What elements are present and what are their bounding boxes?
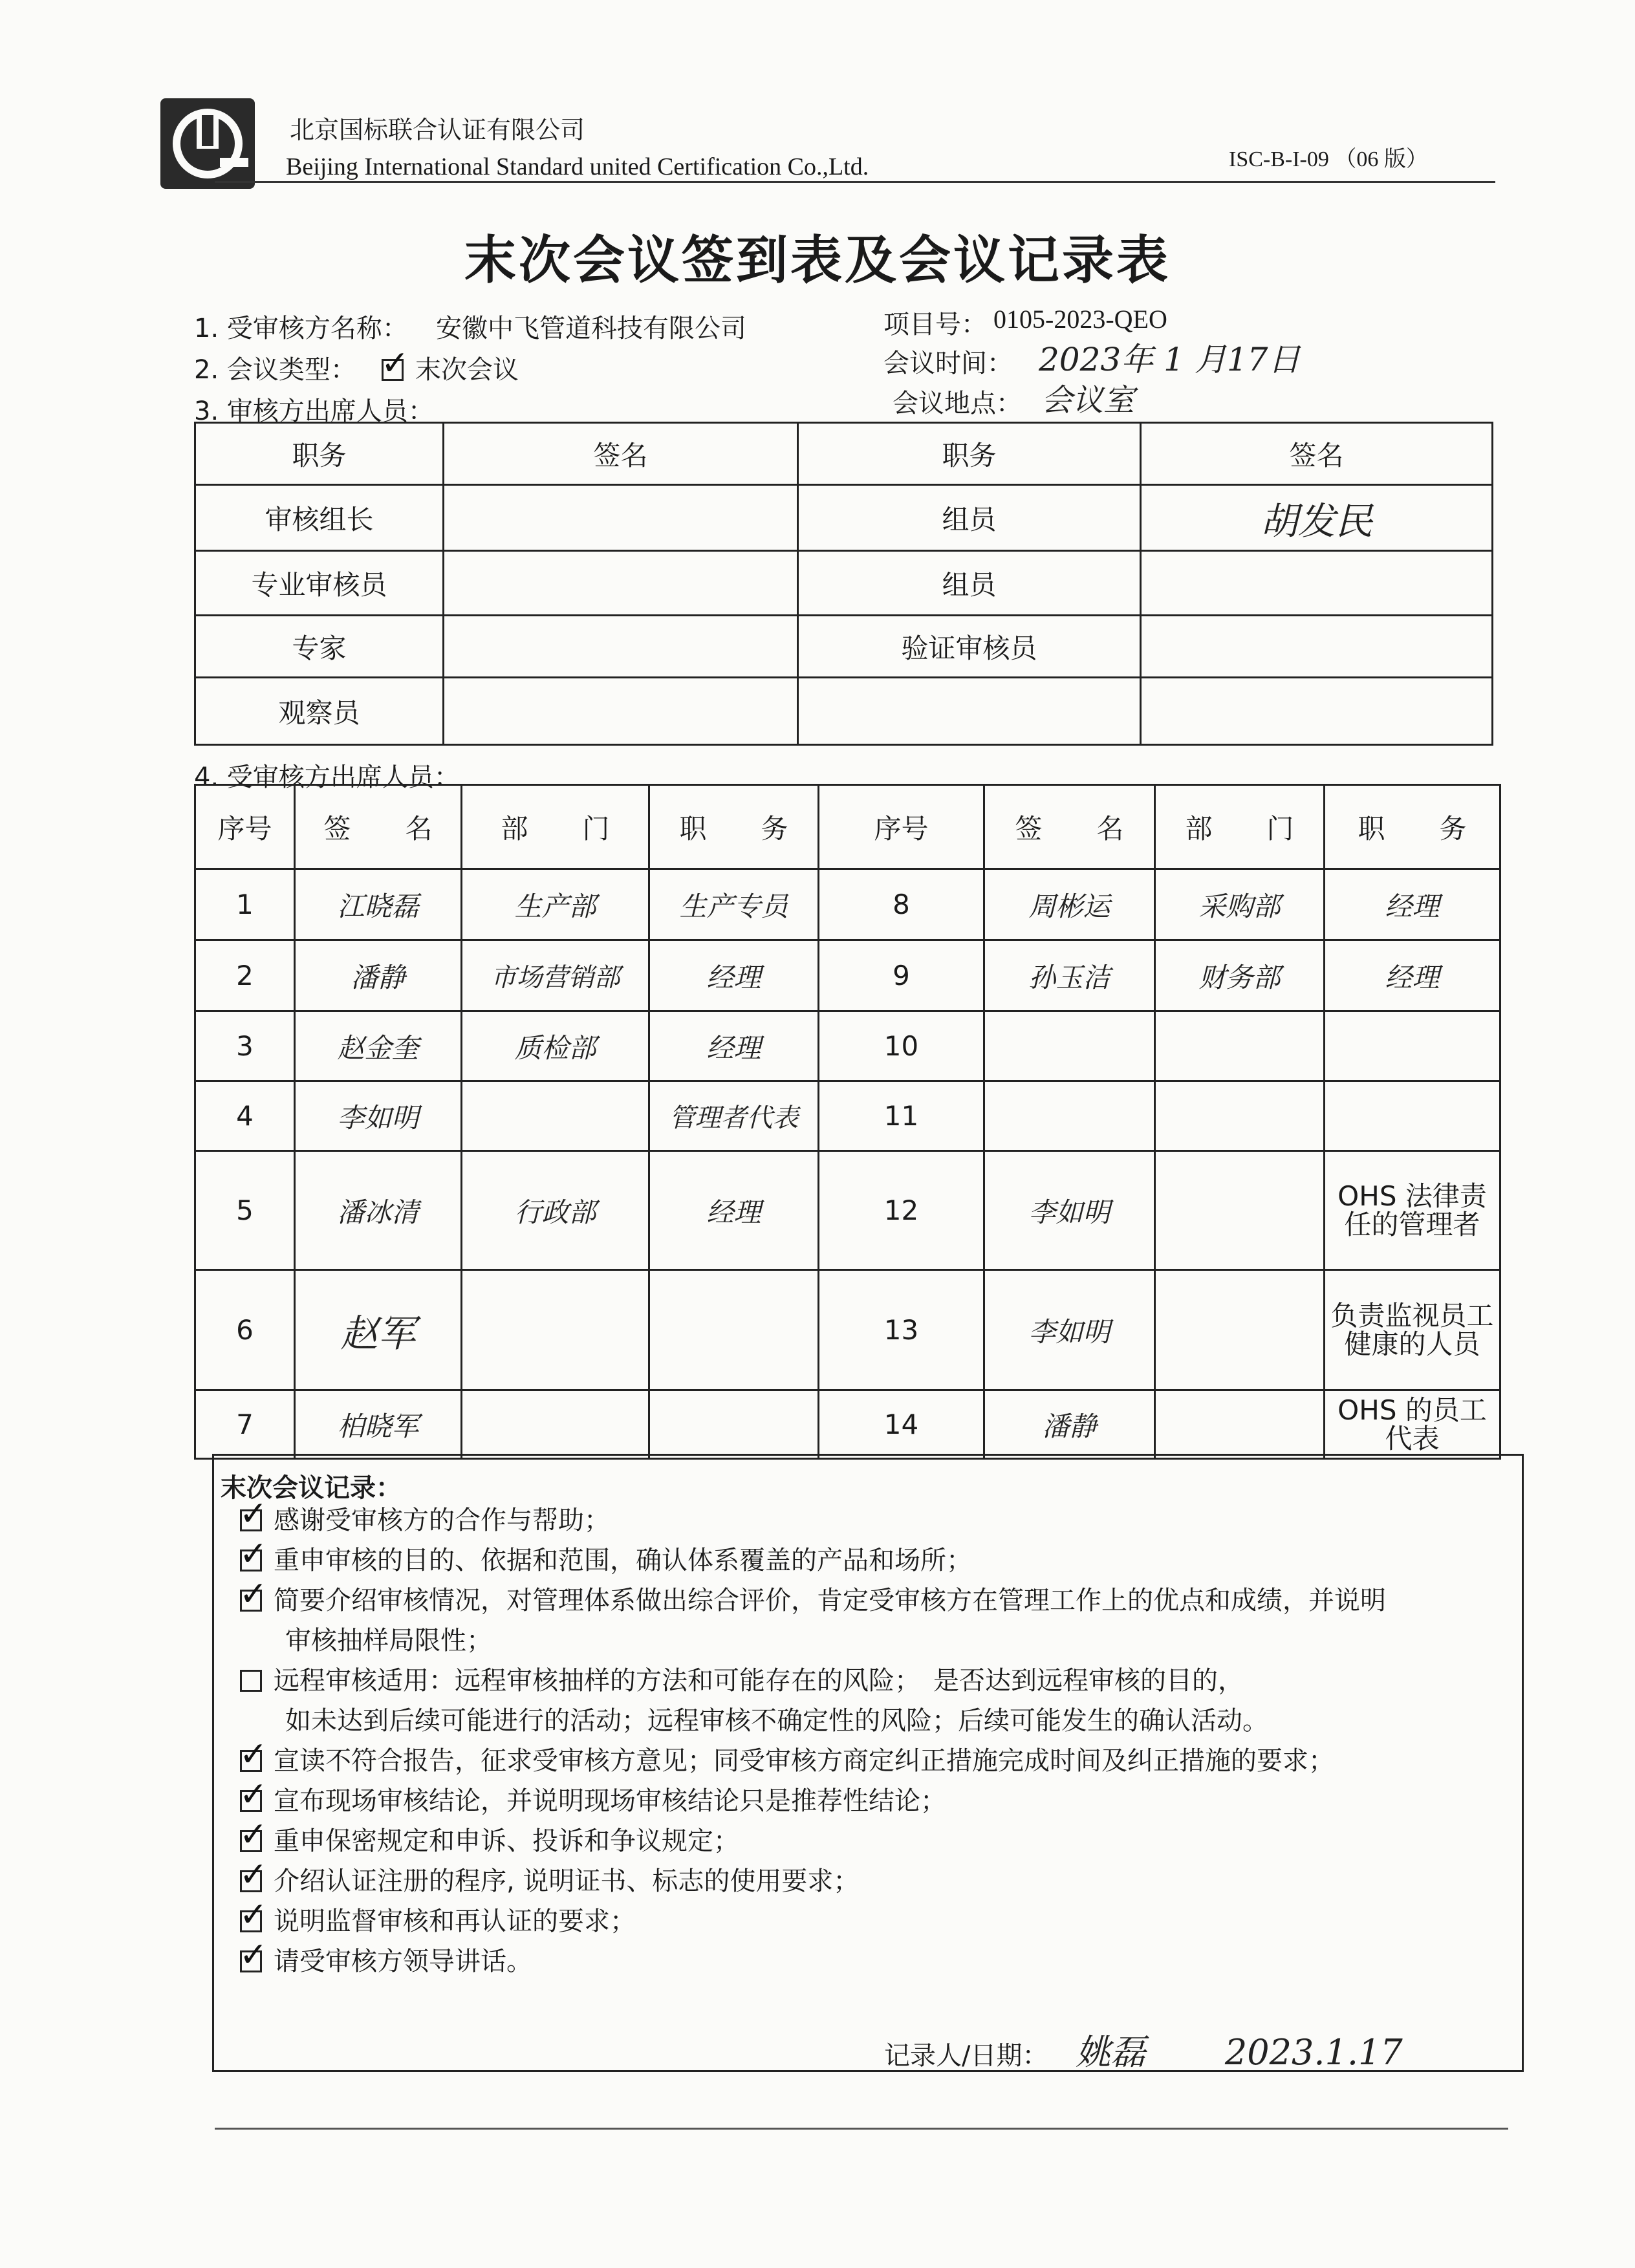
table-row (195, 1390, 1500, 1459)
position-cell: 负责监视员工健康的人员 (1325, 1270, 1500, 1390)
auditor-attendance-table (194, 422, 1493, 746)
signature-cell: 江晓磊 (295, 869, 462, 940)
table-row (195, 940, 1500, 1011)
row-no: 4 (195, 1081, 295, 1151)
role-cell: 观察员 (195, 678, 444, 745)
table-row (195, 485, 1493, 551)
checkbox-icon (240, 1670, 262, 1692)
header-position: 职 务 (1325, 785, 1500, 869)
dept-cell: 采购部 (1155, 869, 1325, 940)
signature-cell (984, 1081, 1155, 1151)
recorder-date: 2023.1.17 (1224, 2032, 1403, 2073)
checked-box-icon (240, 1509, 262, 1531)
signature-cell (984, 1011, 1155, 1081)
dept-cell: 行政部 (462, 1151, 649, 1270)
record-item-text: 审核抽样局限性； (285, 1626, 492, 1656)
dept-cell (1155, 1270, 1325, 1390)
signature-cell: 孙玉洁 (984, 940, 1155, 1011)
meeting-place-value: 会议室 (1041, 382, 1135, 418)
checked-box-icon (240, 1550, 262, 1571)
record-item-text: 重申保密规定和申诉、投诉和争议规定； (274, 1826, 739, 1856)
position-cell (1325, 1081, 1500, 1151)
record-item-text: 请受审核方领导讲话。 (274, 1947, 532, 1976)
dept-cell (462, 1081, 649, 1151)
meeting-time-value: 2023年 1 月17日 (1039, 341, 1301, 378)
header-role: 职务 (798, 423, 1141, 485)
record-item (240, 1660, 1244, 1697)
signature-cell: 赵金奎 (295, 1011, 462, 1081)
meeting-record-box (212, 1454, 1524, 2072)
form-code: ISC-B-I-09 （06 版） (1229, 147, 1428, 171)
header-name: 签 名 (295, 785, 462, 869)
position-cell: 经理 (1325, 940, 1500, 1011)
row-no: 14 (819, 1390, 984, 1459)
recorder-line (884, 2025, 1403, 2075)
header-name: 签 名 (984, 785, 1155, 869)
meeting-time-label: 会议时间： (883, 349, 1013, 378)
position-cell: 经理 (649, 1011, 819, 1081)
checkbox-icon (382, 359, 404, 381)
table-row (195, 678, 1493, 745)
position-cell: 生产专员 (649, 869, 819, 940)
table-row (195, 1081, 1500, 1151)
record-item-text: 宣读不符合报告，征求受审核方意见；同受审核方商定纠正措施完成时间及纠正措施的要求； (274, 1746, 1334, 1776)
meeting-type-label: 2. 会议类型： (194, 355, 356, 385)
table-row (195, 616, 1493, 678)
header-no: 序号 (195, 785, 295, 869)
meeting-place-label: 会议地点： (893, 389, 1022, 418)
row-no: 1 (195, 869, 295, 940)
record-item-text: 说明监督审核和再认证的要求； (274, 1906, 636, 1936)
header-no: 序号 (819, 785, 984, 869)
header-signature: 签名 (444, 423, 798, 485)
project-value: 0105-2023-QEO (993, 305, 1167, 334)
position-cell (649, 1390, 819, 1459)
table-header-row (195, 423, 1493, 485)
meeting-type-checkbox (382, 349, 519, 386)
dept-cell: 市场营销部 (462, 940, 649, 1011)
table-row (195, 1270, 1500, 1390)
dept-cell (462, 1270, 649, 1390)
header-signature: 签名 (1141, 423, 1493, 485)
table-row (195, 551, 1493, 616)
record-item-text: 简要介绍审核情况，对管理体系做出综合评价，肯定受审核方在管理工作上的优点和成绩，并说明 (274, 1586, 1386, 1615)
company-name-cn: 北京国标联合认证有限公司 (290, 116, 585, 144)
recorder-label: 记录人/日期： (884, 2041, 1048, 2071)
row-no: 5 (195, 1151, 295, 1270)
position-cell: OHS 法律责任的管理者 (1325, 1151, 1500, 1270)
record-item (285, 1700, 1268, 1737)
signature-cell: 李如明 (984, 1270, 1155, 1390)
record-item (240, 1820, 739, 1857)
record-item-text: 如未达到后续可能进行的活动；远程审核不确定性的风险；后续可能发生的确认活动。 (285, 1706, 1268, 1736)
signature-cell: 潘静 (295, 940, 462, 1011)
position-cell: 经理 (649, 940, 819, 1011)
header-position: 职 务 (649, 785, 819, 869)
row-no: 6 (195, 1270, 295, 1390)
checked-box-icon (240, 1910, 262, 1932)
table-row (195, 1011, 1500, 1081)
signature-cell: 潘静 (984, 1390, 1155, 1459)
row-no: 13 (819, 1270, 984, 1390)
role-cell: 专家 (195, 616, 444, 678)
signature-cell (444, 678, 798, 745)
record-item-text: 重申审核的目的、依据和范围，确认体系覆盖的产品和场所； (274, 1546, 972, 1575)
signature-cell: 李如明 (295, 1081, 462, 1151)
recorder-signature: 姚磊 (1076, 2032, 1146, 2073)
dept-cell (462, 1390, 649, 1459)
position-cell: 管理者代表 (649, 1081, 819, 1151)
auditee-label: 1. 受审核方名称： (194, 314, 408, 343)
row-no: 11 (819, 1081, 984, 1151)
row-no: 3 (195, 1011, 295, 1081)
table-header-row (195, 785, 1500, 869)
table-row (195, 869, 1500, 940)
dept-cell (1155, 1011, 1325, 1081)
row-no: 8 (819, 869, 984, 940)
signature-cell: 李如明 (984, 1151, 1155, 1270)
record-title: 末次会议记录： (221, 1473, 402, 1503)
header-dept: 部 门 (462, 785, 649, 869)
checked-box-icon (240, 1750, 262, 1772)
record-item (240, 1540, 972, 1577)
record-item-text: 感谢受审核方的合作与帮助； (274, 1506, 610, 1535)
record-item (240, 1740, 1334, 1777)
signature-cell (1141, 678, 1493, 745)
signature-cell (444, 551, 798, 616)
record-item (240, 1500, 610, 1537)
dept-cell (1155, 1081, 1325, 1151)
position-cell: 经理 (649, 1151, 819, 1270)
row-no: 10 (819, 1011, 984, 1081)
position-cell: OHS 的员工代表 (1325, 1390, 1500, 1459)
checked-box-icon (240, 1870, 262, 1892)
signature-cell: 胡发民 (1141, 485, 1493, 551)
auditor-attendees-label: 3. 审核方出席人员： (194, 396, 434, 426)
record-item-text: 宣布现场审核结论，并说明现场审核结论只是推荐性结论； (274, 1786, 946, 1816)
record-item (240, 1780, 946, 1817)
signature-cell (444, 616, 798, 678)
dept-cell: 财务部 (1155, 940, 1325, 1011)
role-cell: 审核组长 (195, 485, 444, 551)
record-item (240, 1861, 859, 1897)
checked-box-icon (240, 1950, 262, 1972)
role-cell: 验证审核员 (798, 616, 1141, 678)
signature-cell: 周彬运 (984, 869, 1155, 940)
record-item (240, 1901, 636, 1938)
record-item-text: 远程审核适用：远程审核抽样的方法和可能存在的风险； 是否达到远程审核的目的， (274, 1666, 1244, 1696)
record-item (285, 1620, 492, 1657)
position-cell: 经理 (1325, 869, 1500, 940)
role-cell (798, 678, 1141, 745)
document-title: 末次会议签到表及会议记录表 (464, 230, 1171, 290)
row-no: 2 (195, 940, 295, 1011)
position-cell (649, 1270, 819, 1390)
row-no: 9 (819, 940, 984, 1011)
checked-box-icon (240, 1830, 262, 1852)
header-dept: 部 门 (1155, 785, 1325, 869)
record-item (240, 1580, 1386, 1617)
position-cell (1325, 1011, 1500, 1081)
checked-box-icon (240, 1790, 262, 1812)
role-cell: 专业审核员 (195, 551, 444, 616)
dept-cell: 质检部 (462, 1011, 649, 1081)
dept-cell (1155, 1151, 1325, 1270)
record-item (240, 1941, 532, 1978)
dept-cell: 生产部 (462, 869, 649, 940)
signature-cell (1141, 616, 1493, 678)
signature-cell: 柏晓军 (295, 1390, 462, 1459)
auditee-attendees-label: 4. 受审核方出席人员： (194, 762, 460, 792)
signature-cell (1141, 551, 1493, 616)
role-cell: 组员 (798, 551, 1141, 616)
row-no: 12 (819, 1151, 984, 1270)
project-label: 项目号： (883, 310, 987, 340)
footer-divider (215, 2128, 1508, 2130)
checked-box-icon (240, 1590, 262, 1612)
meeting-type-value: 末次会议 (415, 355, 519, 385)
isc-logo-icon (158, 96, 257, 191)
record-item-text: 介绍认证注册的程序, 说明证书、标志的使用要求； (274, 1866, 860, 1896)
row-no: 7 (195, 1390, 295, 1459)
signature-cell: 潘冰清 (295, 1151, 462, 1270)
dept-cell (1155, 1390, 1325, 1459)
header-role: 职务 (195, 423, 444, 485)
company-name-en: Beijing International Standard united Certification Co.,Ltd. (286, 153, 869, 180)
auditee-value: 安徽中飞管道科技有限公司 (436, 314, 746, 343)
auditee-attendance-table (194, 784, 1501, 1460)
signature-cell (444, 485, 798, 551)
table-row (195, 1151, 1500, 1270)
signature-cell: 赵军 (295, 1270, 462, 1390)
role-cell: 组员 (798, 485, 1141, 551)
header-divider (215, 181, 1495, 183)
